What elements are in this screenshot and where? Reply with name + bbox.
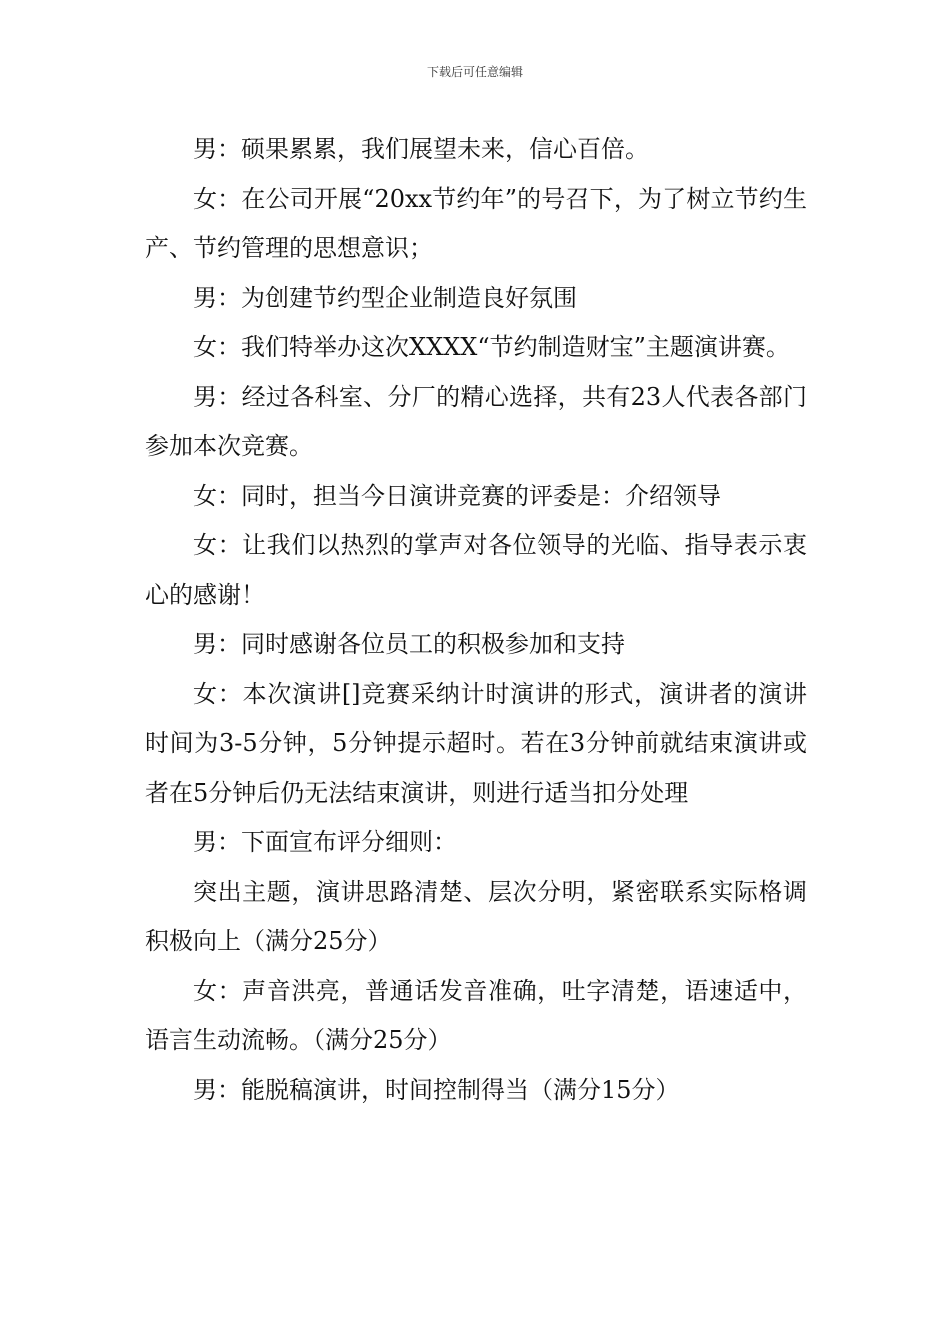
- paragraph: 男：经过各科室、分厂的精心选择，共有23人代表各部门参加本次竞赛。: [145, 382, 807, 460]
- paragraph: 男：硕果累累，我们展望未来，信心百倍。: [193, 135, 649, 163]
- page-header: 下载后可任意编辑: [426, 65, 523, 79]
- paragraph: 突出主题，演讲思路清楚、层次分明，紧密联系实际格调积极向上（满分25分）: [145, 877, 807, 955]
- paragraph: 男：能脱稿演讲，时间控制得当（满分15分）: [193, 1075, 680, 1104]
- paragraph: 女：让我们以热烈的掌声对各位领导的光临、指导表示衷心的感谢！: [145, 531, 807, 609]
- paragraph: 女：在公司开展“20xx节约年”的号召下，为了树立节约生产、节约管理的思想意识；: [145, 184, 807, 262]
- paragraph: 女：同时，担当今日演讲竞赛的评委是：介绍领导: [193, 481, 721, 510]
- paragraph: 男：下面宣布评分细则：: [193, 828, 457, 856]
- paragraph: 男：为创建节约型企业制造良好氛围: [193, 283, 577, 312]
- paragraph: 男：同时感谢各位员工的积极参加和支持: [193, 630, 625, 658]
- paragraph: 女：声音洪亮，普通话发音准确，吐字清楚，语速适中，语言生动流畅。（满分25分）: [145, 976, 807, 1054]
- paragraph: 女：我们特举办这次XXXX“节约制造财宝”主题演讲赛。: [193, 333, 790, 361]
- document-body: [145, 125, 807, 1115]
- paragraph: 女：本次演讲[]竞赛采纳计时演讲的形式，演讲者的演讲时间为3-5分钟，5分钟提示超时。若在3分钟前就结束演讲或者在5分钟后仍无法结束演讲，则进行适当扣分处理: [145, 679, 807, 807]
